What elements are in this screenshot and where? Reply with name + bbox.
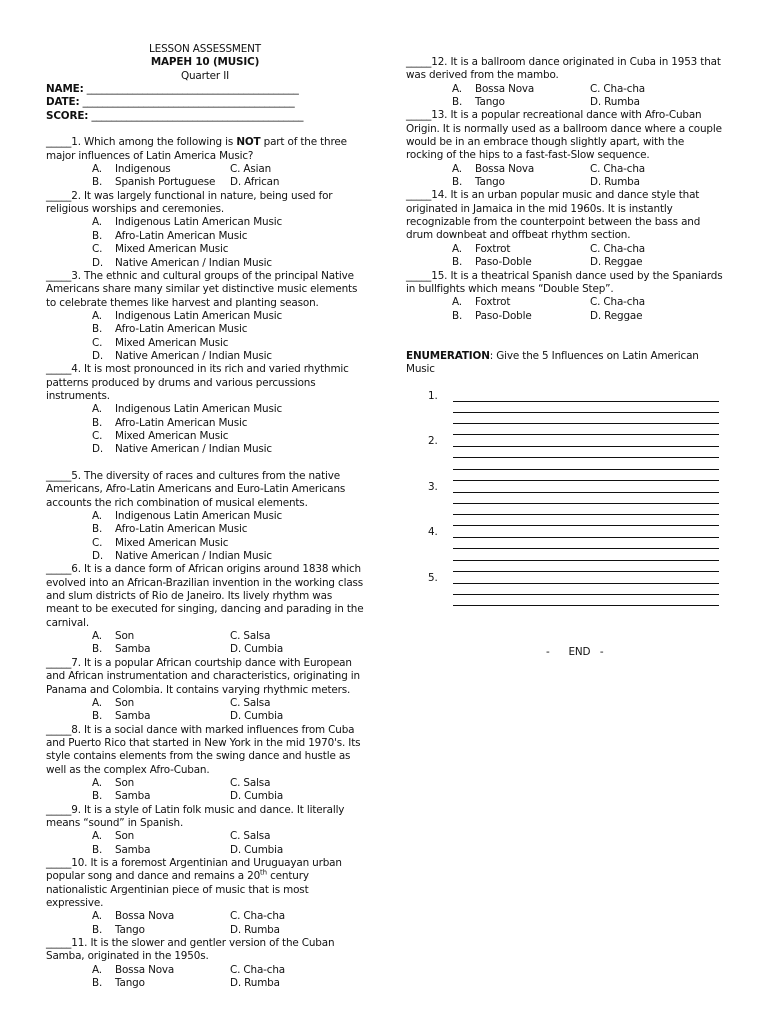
question-14-options: A. Foxtrot C. Cha-cha B. Paso-Doble D. Reggae <box>452 242 645 269</box>
question-12: _____12. It is a ballroom dance originated in Cuba in 1953 that was derived from the mambo. <box>406 56 721 82</box>
question-3: _____3. The ethnic and cultural groups of the principal Native Americans share many similar yet distinctive music elements to celebrate themes like harvest and planting season. <box>46 269 358 309</box>
question-10-options: A. Bossa Nova C. Cha-cha B. Tango D. Rumba <box>92 910 285 936</box>
subject-title: MAPEH 10 (MUSIC) <box>150 56 260 69</box>
date-field[interactable]: DATE: __________________________________________ <box>46 96 295 109</box>
answer-blank[interactable]: _____ <box>46 269 72 282</box>
question-13: _____13. It is a popular recreational dance with Afro-Cuban Origin. It is normally used as a ballroom dance where a couple would be in an embrace though slightly apart, with the rocking of the hips to a fast-fast-Slow sequence. <box>406 109 722 162</box>
question-9: _____9. It is a style of Latin folk music and dance. It literally means “sound” in Spanish. <box>46 803 345 829</box>
answer-blank[interactable]: _____ <box>406 189 432 202</box>
enumeration-item-4: 4. <box>428 526 724 572</box>
answer-blank[interactable]: _____ <box>46 803 72 816</box>
answer-blank[interactable]: _____ <box>46 723 72 736</box>
question-15: _____15. It is a theatrical Spanish dance used by the Spaniards in bullfights which means “Double Step”. <box>406 269 723 295</box>
enumeration-item-3: 3. <box>428 481 724 527</box>
question-3-options: A. Indigenous Latin American Music B. Afro-Latin American Music C. Mixed American Music D. Native American / Indian Music <box>92 309 283 362</box>
name-field[interactable]: NAME: __________________________________________ <box>46 83 299 96</box>
question-8-options: A. Son C. Salsa B. Samba D. Cumbia <box>92 776 284 803</box>
assessment-title: LESSON ASSESSMENT <box>149 43 261 55</box>
enumeration-item-5: 5. <box>428 572 724 606</box>
answer-blank[interactable]: _____ <box>46 937 72 950</box>
answer-blank[interactable]: _____ <box>46 856 72 869</box>
question-11: _____11. It is the slower and gentler version of the Cuban Samba, originated in the 1950s. <box>46 937 335 963</box>
quarter-label: Quarter II <box>180 69 230 82</box>
answer-lines[interactable] <box>453 526 724 572</box>
enumeration-item-1: 1. <box>428 390 724 436</box>
header <box>46 43 364 83</box>
answer-lines[interactable] <box>453 481 724 527</box>
answer-lines[interactable] <box>453 390 724 436</box>
question-7: _____7. It is a popular African courtship dance with European and African instrumentation and characteristics, originating in Panama and Colombia. It contains varying rhythmic meters. <box>46 656 360 696</box>
answer-blank[interactable]: _____ <box>46 470 72 482</box>
question-10: _____10. It is a foremost Argentinian and Uruguayan urban popular song and dance and remains a 20th century nationalistic Argentinian piece of music that is most expressive. <box>46 856 342 909</box>
question-15-options: A. Foxtrot C. Cha-cha B. Paso-Doble D. Reggae <box>452 296 645 322</box>
question-1: _____1. Which among the following is NOT part of the three major influences of Latin America Music? <box>46 136 347 162</box>
answer-lines[interactable] <box>453 572 724 606</box>
score-field[interactable]: SCORE: __________________________________________ <box>46 109 304 122</box>
enumeration-instruction: ENUMERATION: Give the 5 Influences on Latin American Music <box>406 349 699 375</box>
answer-blank[interactable]: _____ <box>46 136 72 149</box>
question-9-options: A. Son C. Salsa B. Samba D. Cumbia <box>92 830 284 856</box>
left-column <box>46 43 364 990</box>
answer-blank[interactable]: _____ <box>46 363 72 376</box>
question-2-options: A. Indigenous Latin American Music B. Afro-Latin American Music C. Mixed American Music D. Native American / Indian Music <box>92 216 283 269</box>
question-14: _____14. It is an urban popular music and dance style that originated in Jamaica in the mid 1960s. It is instantly recognizable from the counterpoint between the bass and drum downbeat and offbeat rhythm section. <box>406 189 701 242</box>
answer-blank[interactable]: _____ <box>406 269 432 282</box>
question-6-options: A. Son C. Salsa B. Samba D. Cumbia <box>92 630 284 656</box>
question-1-options: A. Indigenous C. Asian B. Spanish Portuguese D. African <box>92 163 280 189</box>
answer-blank[interactable]: _____ <box>406 109 432 122</box>
question-11-options: A. Bossa Nova C. Cha-cha B. Tango D. Rumba <box>92 963 285 990</box>
question-5: _____5. The diversity of races and cultures from the native Americans, Afro-Latin Americans and Euro-Latin Americans accounts the rich combination of musical elements. <box>46 470 346 509</box>
answer-blank[interactable]: _____ <box>46 563 72 576</box>
answer-lines[interactable] <box>453 435 724 481</box>
answer-blank[interactable]: _____ <box>46 656 72 669</box>
enumeration-item-2: 2. <box>428 435 724 481</box>
right-column <box>406 56 724 660</box>
answer-blank[interactable]: _____ <box>46 189 72 202</box>
question-6: _____6. It is a dance form of African origins around 1838 which evolved into an African-Brazilian invention in the working class and slum districts of Rio de Janeiro. Its lively rhythm was meant to be executed for singing, dancing and parading in the carnival. <box>46 563 364 629</box>
question-8: _____8. It is a social dance with marked influences from Cuba and Puerto Rico that started in New York in the mid 1970's. Its style contains elements from the swing dance and hustle as well as the complex Afro-Cuban. <box>46 723 361 776</box>
question-2: _____2. It was largely functional in nature, being used for religious worships and ceremonies. <box>46 189 333 216</box>
answer-blank[interactable]: _____ <box>406 56 432 68</box>
question-5-options: A. Indigenous Latin American Music B. Afro-Latin American Music C. Mixed American Music D. Native American / Indian Music <box>92 510 283 563</box>
question-12-options: A. Bossa Nova C. Cha-cha B. Tango D. Rumba <box>452 82 645 109</box>
question-13-options: A. Bossa Nova C. Cha-cha B. Tango D. Rumba <box>452 162 645 189</box>
end-marker: - END - <box>546 646 604 659</box>
question-4: _____4. It is most pronounced in its rich and varied rhythmic patterns produced by drums and various percussions instruments. <box>46 363 349 402</box>
question-7-options: A. Son C. Salsa B. Samba D. Cumbia <box>92 696 284 723</box>
question-4-options: A. Indigenous Latin American Music B. Afro-Latin American Music C. Mixed American Music D. Native American / Indian Music <box>92 403 283 456</box>
